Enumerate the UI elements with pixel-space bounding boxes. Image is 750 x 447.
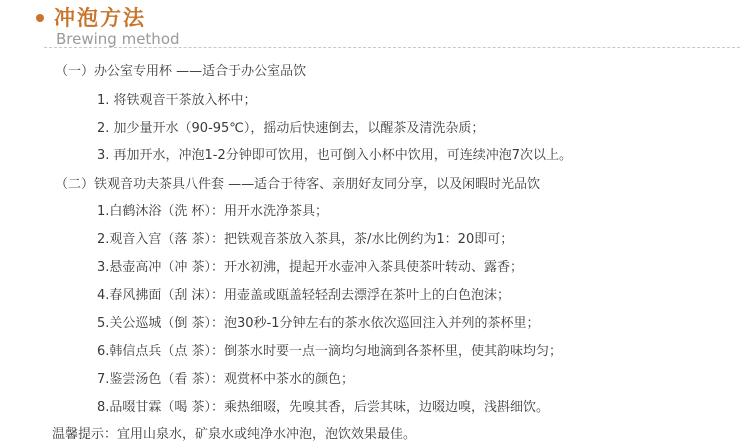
section2-item: 2.观音入宫（落 茶）：把铁观音茶放入茶具，茶/水比例约为1：20即可； [97,232,514,247]
section2-item: 3.悬壶高冲（冲 茶）：开水初沸，提起开水壶冲入茶具使茶叶转动、露香； [97,260,524,275]
header-divider [44,47,740,48]
section-title: 冲泡方法 [54,6,146,30]
bullet-dot-icon [36,14,44,22]
section1-item: 2. 加少量开水（90-95℃），摇动后快速倒去，以醒茶及清洗杂质； [97,121,485,136]
section2-item: 1.白鹤沐浴（洗 杯）：用开水洗净茶具； [97,204,329,219]
section1-heading: （一）办公室专用杯 ——适合于办公室品饮 [55,64,307,79]
section-header [0,0,750,55]
section2-item: 7.鉴尝汤色（看 茶）：观赏杯中茶水的颜色； [97,372,355,387]
section2-item: 5.关公巡城（倒 茶）：泡30秒-1分钟左右的茶水依次巡回注入并列的茶杯里； [97,316,540,331]
section1-item: 1. 将铁观音干茶放入杯中； [97,93,257,108]
section2-heading: （二）铁观音功夫茶具八件套 ——适合于待客、亲朋好友同分享，以及闲暇时光品饮 [55,177,541,192]
section2-item: 8.品啜甘霖（喝 茶）：乘热细啜，先嗅其香，后尝其味，边啜边嗅，浅斟细饮。 [97,400,550,415]
section2-item: 6.韩信点兵（点 茶）：倒茶水时要一点一滴均匀地滴到各茶杯里，使其韵味均匀； [97,344,563,359]
section-subtitle: Brewing method [56,30,180,48]
section2-item: 4.春风拂面（刮 沫）：用壶盖或瓯盖轻轻刮去漂浮在茶叶上的白色泡沫； [97,288,511,303]
warm-tip: 温馨提示：宜用山泉水，矿泉水或纯净水冲泡，泡饮效果最佳。 [52,427,417,442]
section1-item: 3. 再加开水，冲泡1-2分钟即可饮用，也可倒入小杯中饮用，可连续冲泡7次以上。 [97,148,573,163]
